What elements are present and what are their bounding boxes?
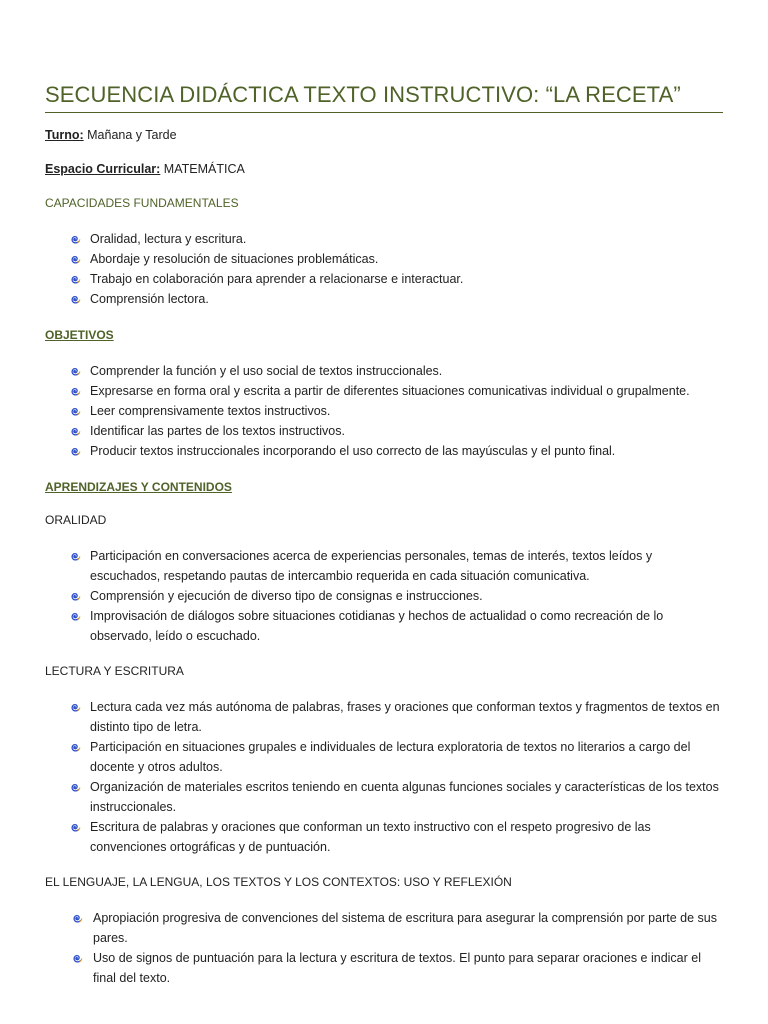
swirl-bullet-icon [69,781,81,793]
list-item: Trabajo en colaboración para aprender a relacionarse e interactuar. [45,269,723,289]
lenguaje-list [45,908,723,988]
lenguaje-heading: EL LENGUAJE, LA LENGUA, LOS TEXTOS Y LOS CONTEXTOS: USO Y REFLEXIÓN [45,875,512,889]
swirl-bullet-icon [69,550,81,562]
lectura-heading: LECTURA Y ESCRITURA [45,664,184,678]
list-item: Improvisación de diálogos sobre situaciones cotidianas y hechos de actualidad o como recreación de lo observado, leído o escuchado. [45,606,723,646]
capacidades-list [45,229,723,309]
list-item: Organización de materiales escritos teniendo en cuenta algunas funciones sociales y características de los textos instruccionales. [45,777,723,817]
list-item: Identificar las partes de los textos instructivos. [45,421,723,441]
turno-field [45,127,723,143]
espacio-value: MATEMÁTICA [160,162,245,176]
list-item: Lectura cada vez más autónoma de palabras, frases y oraciones que conforman textos y fragmentos de textos en distinto tipo de letra. [45,697,723,737]
lectura-list [45,697,723,857]
espacio-field [45,161,723,177]
oralidad-list [45,546,723,646]
list-item: Expresarse en forma oral y escrita a partir de diferentes situaciones comunicativas individual o grupalmente. [45,381,723,401]
aprendizajes-heading: APRENDIZAJES Y CONTENIDOS [45,480,232,494]
list-item: Oralidad, lectura y escritura. [45,229,723,249]
swirl-bullet-icon [71,912,83,924]
swirl-bullet-icon [69,445,81,457]
list-item: Comprensión lectora. [45,289,723,309]
oralidad-heading: ORALIDAD [45,513,107,527]
objetivos-heading: OBJETIVOS [45,328,114,342]
list-item: Abordaje y resolución de situaciones problemáticas. [45,249,723,269]
list-item: Uso de signos de puntuación para la lectura y escritura de textos. El punto para separar oraciones e indicar el final del texto. [45,948,723,988]
swirl-bullet-icon [69,365,81,377]
swirl-bullet-icon [69,610,81,622]
list-item: Participación en situaciones grupales e individuales de lectura exploratoria de textos no literarios a cargo del docente y otros adultos. [45,737,723,777]
swirl-bullet-icon [69,405,81,417]
list-item: Participación en conversaciones acerca de experiencias personales, temas de interés, textos leídos y escuchados, respetando pautas de intercambio requerida en cada situación comunicativa. [45,546,723,586]
document-page [45,80,723,988]
swirl-bullet-icon [69,701,81,713]
turno-label: Turno: [45,128,84,142]
swirl-bullet-icon [71,952,83,964]
swirl-bullet-icon [69,425,81,437]
swirl-bullet-icon [69,590,81,602]
list-item: Comprensión y ejecución de diverso tipo de consignas e instrucciones. [45,586,723,606]
swirl-bullet-icon [69,385,81,397]
swirl-bullet-icon [69,293,81,305]
list-item: Producir textos instruccionales incorporando el uso correcto de las mayúsculas y el punto final. [45,441,723,461]
capacidades-heading: CAPACIDADES FUNDAMENTALES [45,196,239,210]
turno-value: Mañana y Tarde [83,128,177,142]
list-item: Comprender la función y el uso social de textos instruccionales. [45,361,723,381]
swirl-bullet-icon [69,253,81,265]
swirl-bullet-icon [69,821,81,833]
document-title: SECUENCIA DIDÁCTICA TEXTO INSTRUCTIVO: “LA RECETA” [45,80,723,113]
objetivos-list [45,361,723,461]
swirl-bullet-icon [69,273,81,285]
espacio-label: Espacio Curricular: [45,162,161,176]
swirl-bullet-icon [69,741,81,753]
list-item: Apropiación progresiva de convenciones del sistema de escritura para asegurar la comprensión por parte de sus pares. [45,908,723,948]
list-item: Escritura de palabras y oraciones que conforman un texto instructivo con el respeto progresivo de las convenciones ortográficas y de puntuación. [45,817,723,857]
list-item: Leer comprensivamente textos instructivos. [45,401,723,421]
swirl-bullet-icon [69,233,81,245]
